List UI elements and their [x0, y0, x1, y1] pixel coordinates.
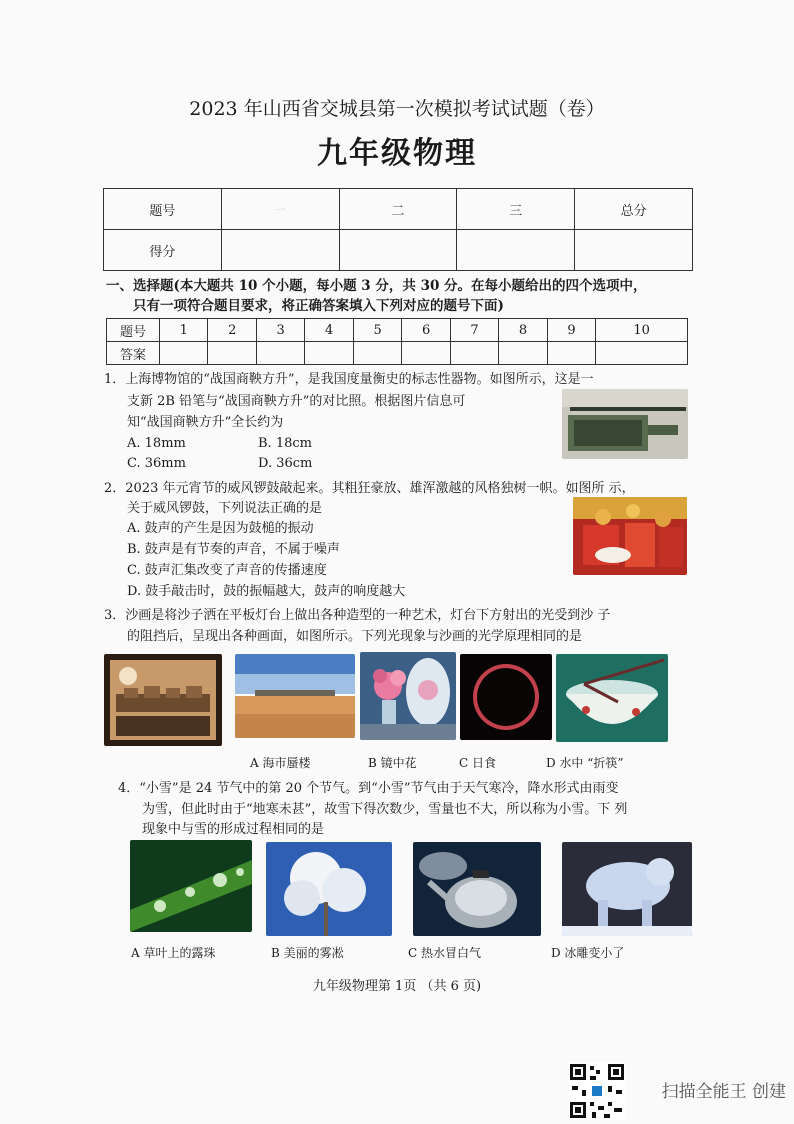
subject-title: 九年级物理: [317, 136, 477, 171]
kettle-steam-photo: [413, 842, 541, 936]
sand-painting-photo: [104, 654, 222, 746]
answer-cell[interactable]: [547, 342, 595, 365]
answer-number-cell: 7: [450, 319, 498, 342]
q2-option-d: D. 鼓手敲击时，鼓的振幅越大，鼓声的响度越大: [127, 584, 406, 599]
section-1-line1: 一、选择题(本大题共 10 个小题，每小题 3 分，共 30 分。在每小题给出的四个选项中，: [106, 278, 647, 294]
score-header-cell: 总分: [575, 189, 693, 230]
answer-number-cell: 5: [353, 319, 401, 342]
answer-number-cell: 10: [596, 319, 688, 342]
score-cell: [457, 230, 575, 271]
qr-code-icon: [568, 1062, 626, 1120]
answer-cell[interactable]: [353, 342, 401, 365]
solar-eclipse-photo: [460, 654, 552, 740]
q1-line2: 支新 2B 铅笔与“战国商鞅方升”的对比照。根据图片信息可: [127, 394, 466, 409]
q3-caption-d: D 水中 “折筷”: [546, 756, 624, 770]
q3-line1: 3．沙画是将沙子洒在平板灯台上做出各种造型的一种艺术，灯台下方射出的光受到沙 子: [104, 608, 611, 623]
section-1-heading: [106, 276, 696, 316]
q2-option-c: C. 鼓声汇集改变了声音的传播速度: [127, 563, 327, 578]
answer-table: [106, 318, 688, 365]
score-header-cell: 三: [457, 189, 575, 230]
score-table: [103, 188, 693, 271]
section-1-line2: 只有一项符合题目要求，将正确答案填入下列对应的题号下面): [133, 298, 504, 314]
score-value-row: [104, 230, 693, 271]
answer-row-label: 答案: [107, 342, 160, 365]
rime-ice-photo: [266, 842, 392, 936]
exam-title: 2023 年山西省交城县第一次模拟考试试题（卷）: [189, 98, 605, 120]
answer-number-cell: 2: [208, 319, 256, 342]
q2-line2: 关于威风锣鼓，下列说法正确的是: [127, 501, 323, 516]
answer-cell[interactable]: [208, 342, 256, 365]
answer-cell[interactable]: [402, 342, 450, 365]
score-cell: [339, 230, 457, 271]
scanner-watermark: 扫描全能王 创建: [661, 1082, 786, 1102]
answer-number-cell: 9: [547, 319, 595, 342]
q4-caption-b: B 美丽的雾凇: [271, 946, 344, 960]
answer-cell[interactable]: [256, 342, 304, 365]
q2-option-a: A. 鼓声的产生是因为鼓槌的振动: [127, 521, 314, 536]
q4-caption-a: A 草叶上的露珠: [131, 946, 216, 960]
q1-option-a: A. 18mm: [127, 436, 186, 451]
q1-line3: 知“战国商鞅方升”全长约为: [127, 415, 284, 430]
q3-caption-c: C 日食: [459, 756, 496, 770]
q4-caption-d: D 冰雕变小了: [551, 946, 625, 960]
q4-caption-c: C 热水冒白气: [408, 946, 481, 960]
q3-caption-a: A 海市蜃楼: [250, 756, 311, 770]
score-header-cell: 一: [221, 189, 339, 230]
q2-option-b: B. 鼓声是有节奏的声音，不属于噪声: [127, 542, 340, 557]
score-cell: [575, 230, 693, 271]
answer-cell[interactable]: [305, 342, 353, 365]
bent-chopstick-photo: [556, 654, 668, 742]
score-cell: [221, 230, 339, 271]
score-header-cell: 二: [339, 189, 457, 230]
dew-on-grass-photo: [130, 840, 252, 932]
q3-line2: 的阻挡后，呈现出各种画面，如图所示。下列光现象与沙画的光学原理相同的是: [127, 629, 583, 644]
q1-line1: 1．上海博物馆的“战国商鞅方升”，是我国度量衡史的标志性器物。如图所示，这是一: [104, 372, 594, 387]
answer-cell[interactable]: [499, 342, 547, 365]
score-row-label: 得分: [104, 230, 222, 271]
answer-row-label: 题号: [107, 319, 160, 342]
answer-cell[interactable]: [450, 342, 498, 365]
answer-number-cell: 1: [160, 319, 208, 342]
shang-yang-measure-photo: [562, 389, 688, 459]
answer-cell[interactable]: [596, 342, 688, 365]
q1-option-b: B. 18cm: [258, 436, 312, 451]
drum-performance-photo: [573, 497, 687, 575]
answer-number-row: [107, 319, 688, 342]
answer-number-cell: 6: [402, 319, 450, 342]
answer-number-cell: 3: [256, 319, 304, 342]
q1-option-c: C. 36mm: [127, 456, 186, 471]
answer-number-cell: 4: [305, 319, 353, 342]
q4-line1: 4．“小雪”是 24 节气中的第 20 个节气。到“小雪”节气由于天气寒冷，降水形式由雨变: [118, 781, 619, 796]
answer-number-cell: 8: [499, 319, 547, 342]
mirror-flower-photo: [360, 652, 456, 740]
q4-line3: 现象中与雪的形成过程相同的是: [142, 822, 325, 837]
answer-fill-row: [107, 342, 688, 365]
q4-line2: 为雪，但此时由于“地寒未甚”，故雪下得次数少，雪量也不大，所以称为小雪。下 列: [142, 802, 628, 817]
ice-sculpture-photo: [562, 842, 692, 936]
mirage-photo: [235, 654, 355, 738]
q3-caption-b: B 镜中花: [368, 756, 417, 770]
score-header-cell: 题号: [104, 189, 222, 230]
page-footer: 九年级物理第 1页 （共 6 页): [312, 979, 482, 994]
score-header-row: [104, 189, 693, 230]
answer-cell[interactable]: [160, 342, 208, 365]
q1-option-d: D. 36cm: [258, 456, 313, 471]
q2-line1: 2．2023 年元宵节的威风锣鼓敲起来。其粗狂豪放、雄浑激越的风格独树一帜。如图所 示，: [104, 481, 635, 496]
